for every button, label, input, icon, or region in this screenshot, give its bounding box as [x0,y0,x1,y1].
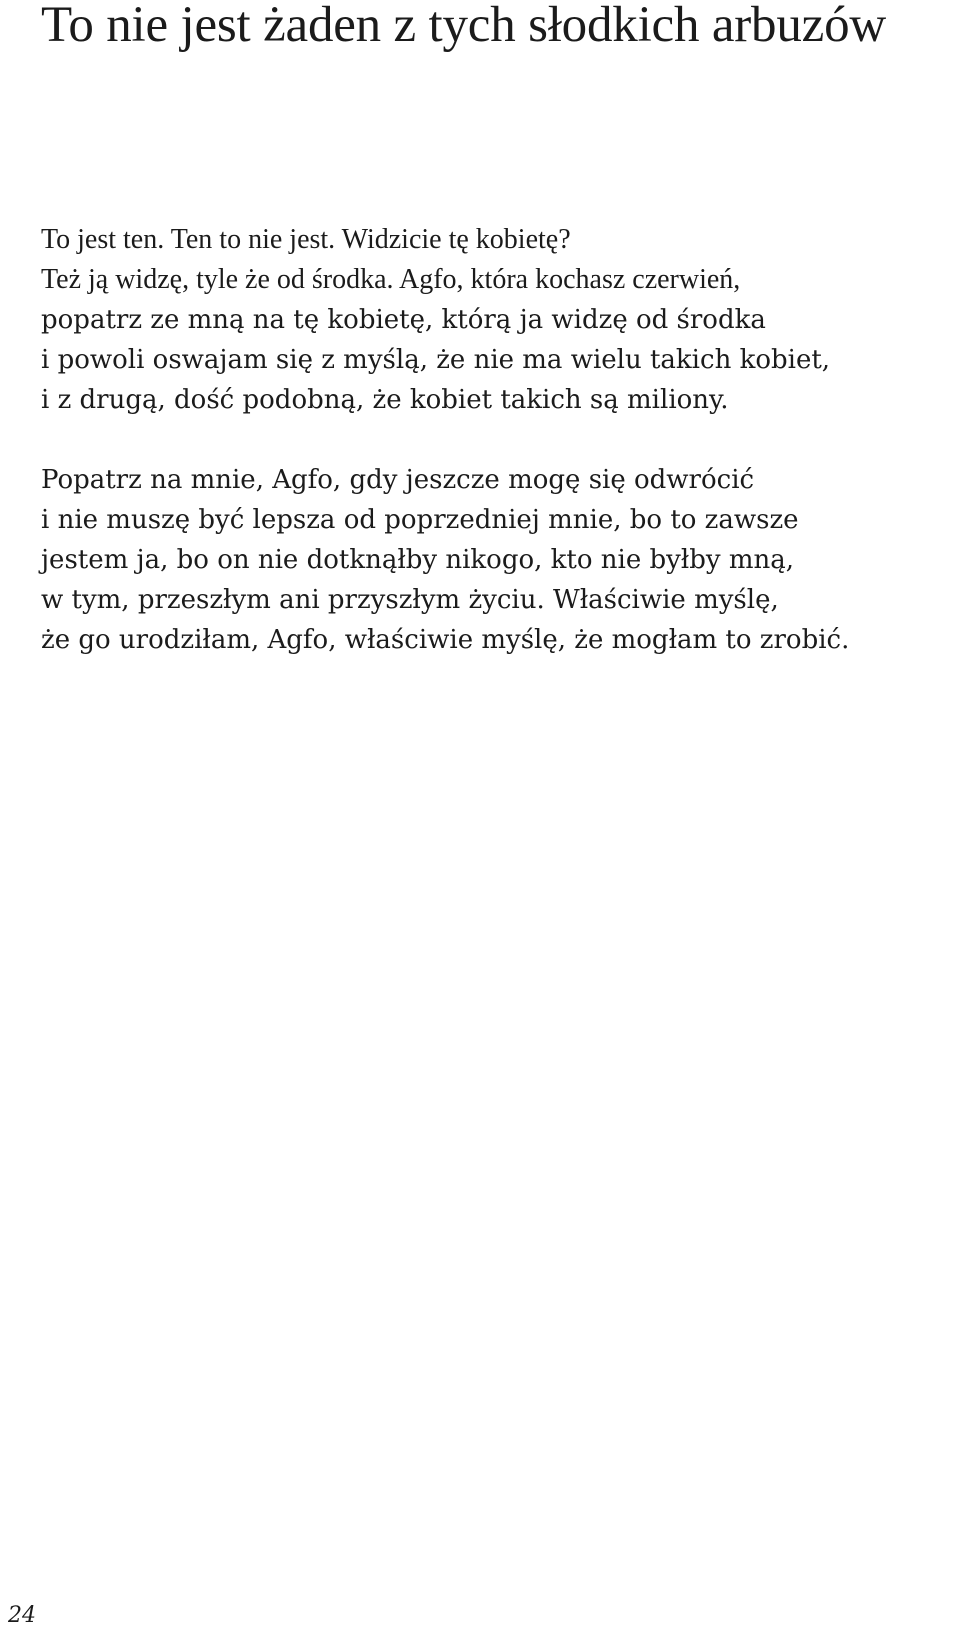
text-line: To jest ten. Ten to nie jest. Widzicie tę kobietę? [41,224,571,255]
paragraph-1 [41,220,830,420]
paragraph-2 [41,460,849,660]
text-line: Też ją widzę, tyle że od środka. Agfo, która kochasz czerwień, [41,264,741,295]
text-line: w tym, przeszłym ani przyszłym życiu. Właściwie myślę, [41,585,779,615]
text-line: jestem ja, bo on nie dotknąłby nikogo, kto nie byłby mną, [41,545,794,575]
page-number: 24 [8,1603,36,1628]
text-line: że go urodziłam, Agfo, właściwie myślę, że mogłam to zrobić. [41,625,850,655]
text-line: i z drugą, dość podobną, że kobiet takich są miliony. [41,385,729,415]
text-line: popatrz ze mną na tę kobietę, którą ja widzę od środka [41,305,766,335]
page-title: To nie jest żaden z tych słodkich arbuzów [41,0,887,53]
text-line: i nie muszę być lepsza od poprzedniej mnie, bo to zawsze [41,505,799,535]
text-line: Popatrz na mnie, Agfo, gdy jeszcze mogę się odwrócić [41,465,755,495]
text-line: i powoli oswajam się z myślą, że nie ma wielu takich kobiet, [41,345,831,375]
